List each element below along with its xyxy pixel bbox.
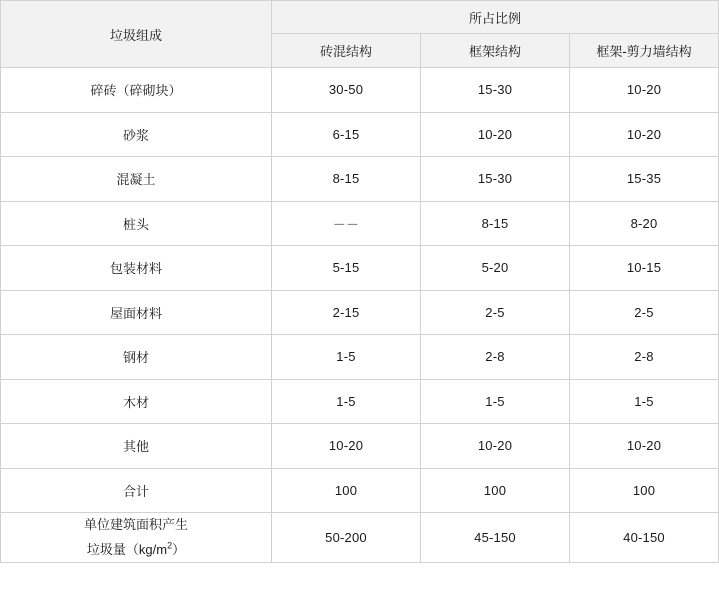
cell-value: 2-8: [421, 335, 570, 380]
cell-value: 2-5: [570, 290, 719, 335]
table-row: [1, 246, 719, 291]
cell-value: 2-15: [272, 290, 421, 335]
table-row: [1, 290, 719, 335]
column-header-proportion: 所占比例: [272, 1, 719, 34]
cell-value: 8-15: [272, 157, 421, 202]
table-row: [1, 335, 719, 380]
cell-value: 50-200: [272, 513, 421, 563]
cell-value: 100: [272, 468, 421, 513]
row-label: 包装材料: [1, 246, 272, 291]
row-label-unit-area: [1, 513, 272, 563]
cell-value: 6-15: [272, 112, 421, 157]
row-label-total: 合计: [1, 468, 272, 513]
cell-value: 10-20: [570, 112, 719, 157]
table-row: [1, 112, 719, 157]
column-header-frame-shear-wall: 框架-剪力墙结构: [570, 34, 719, 68]
row-label: 砂浆: [1, 112, 272, 157]
cell-value: 40-150: [570, 513, 719, 563]
cell-value: 2-5: [421, 290, 570, 335]
table-body: [1, 68, 719, 563]
cell-value: 2-8: [570, 335, 719, 380]
row-label: 木材: [1, 379, 272, 424]
cell-value: 8-20: [570, 201, 719, 246]
cell-value: 5-15: [272, 246, 421, 291]
row-label: 桩头: [1, 201, 272, 246]
table-row: [1, 379, 719, 424]
cell-value: 1-5: [421, 379, 570, 424]
row-label: 混凝土: [1, 157, 272, 202]
row-label: 钢材: [1, 335, 272, 380]
table-head: [1, 1, 719, 68]
header-row-group: [1, 1, 719, 34]
column-header-brick-concrete: 砖混结构: [272, 34, 421, 68]
cell-value: 10-20: [421, 112, 570, 157]
cell-value: 5-20: [421, 246, 570, 291]
row-label: 屋面材料: [1, 290, 272, 335]
row-label: 其他: [1, 424, 272, 469]
table-row: [1, 424, 719, 469]
unit-prefix: 垃圾量（kg/m: [86, 541, 168, 557]
table-row-unit-area: [1, 513, 719, 563]
table-row: [1, 468, 719, 513]
cell-value: 10-20: [570, 68, 719, 113]
cell-value: －－: [272, 201, 421, 246]
cell-value: 30-50: [272, 68, 421, 113]
cell-value: 15-30: [421, 157, 570, 202]
table-row: [1, 201, 719, 246]
cell-value: 10-20: [570, 424, 719, 469]
cell-value: 15-30: [421, 68, 570, 113]
cell-value: 100: [570, 468, 719, 513]
cell-value: 10-15: [570, 246, 719, 291]
cell-value: 10-20: [421, 424, 570, 469]
cell-value: 100: [421, 468, 570, 513]
row-label: 碎砖（碎砌块）: [1, 68, 272, 113]
unit-suffix: ）: [172, 541, 186, 557]
table-row: [1, 157, 719, 202]
unit-superscript: 2: [167, 540, 173, 551]
column-header-frame: 框架结构: [421, 34, 570, 68]
cell-value: 10-20: [272, 424, 421, 469]
cell-value: 1-5: [570, 379, 719, 424]
cell-value: 1-5: [272, 335, 421, 380]
cell-value: 45-150: [421, 513, 570, 563]
row-label-line2: [1, 538, 271, 563]
table-row: [1, 68, 719, 113]
cell-value: 1-5: [272, 379, 421, 424]
column-header-composition: 垃圾组成: [1, 1, 272, 68]
cell-value: 15-35: [570, 157, 719, 202]
cell-value: 8-15: [421, 201, 570, 246]
row-label-line1: 单位建筑面积产生: [83, 517, 188, 532]
